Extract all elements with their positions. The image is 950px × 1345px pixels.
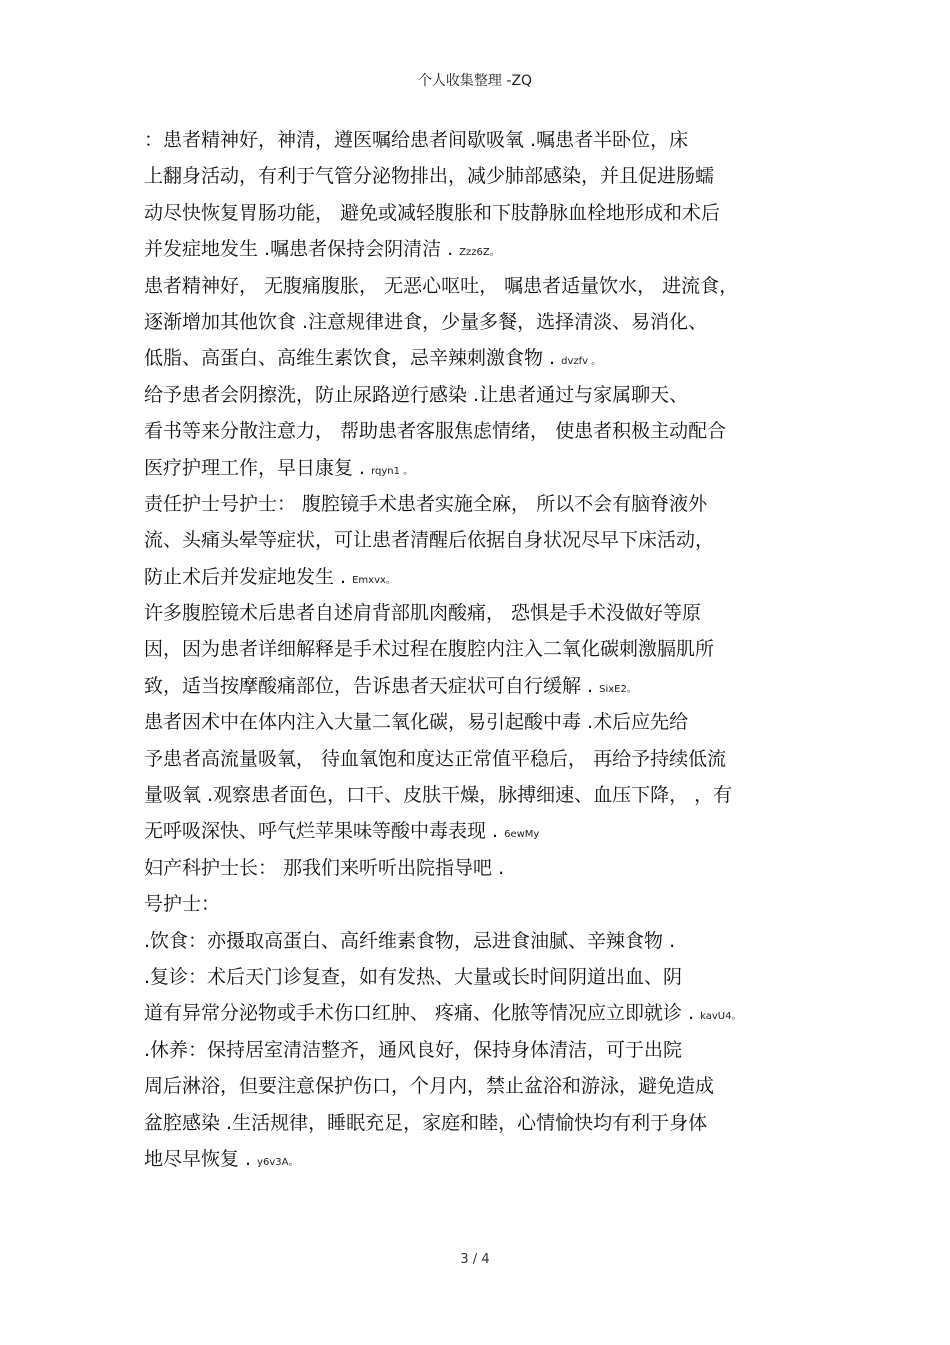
text-line [144,959,844,995]
line-text: 逐渐增加其他饮食 .注意规律进食，少量多餐，选择清淡、易消化、 [144,310,708,333]
text-line [144,231,844,267]
text-line [144,413,844,449]
line-text: 流、头痛头晕等症状，可让患者清醒后依据自身状况尽早下床活动， [144,529,715,552]
text-line [144,450,844,486]
trace-mark: dvzfv 。 [561,356,602,368]
text-line [144,595,844,631]
text-line [144,522,844,558]
trace-mark: kavU4。 [700,1011,742,1023]
text-line [144,1068,844,1104]
text-line [144,668,844,704]
line-text: 无呼吸深快、呼气烂苹果味等酸中毒表现 . [144,820,499,843]
line-text: 许多腹腔镜术后患者自述肩背部肌肉酸痛， 恐惧是手术没做好等原 [144,602,702,625]
page-number: 3 / 4 [460,1252,490,1267]
text-line [144,195,844,231]
text-line [144,1105,844,1141]
text-line [144,268,844,304]
text-line [144,704,844,740]
text-line [144,741,844,777]
text-line [144,850,844,886]
text-line [144,559,844,595]
text-line [144,1032,844,1068]
line-text: 致，适当按摩酸痛部位，告诉患者天症状可自行缓解 . [144,674,594,697]
trace-mark: Zzz6Z。 [459,247,500,259]
trace-mark: rqyn1 。 [371,465,414,477]
line-text: 周后淋浴，但要注意保护伤口，个月内，禁止盆浴和游泳，避免造成 [144,1075,715,1098]
text-line [144,304,844,340]
line-text: ：患者精神好，神清，遵医嘱给患者间歇吸氧 .嘱患者半卧位，床 [144,129,689,151]
line-text: 责任护士号护士： 腹腔镜手术患者实施全麻， 所以不会有脑脊液外 [144,492,708,515]
text-line [144,995,844,1031]
text-line [144,377,844,413]
text-line [144,886,844,922]
text-line [144,777,844,813]
text-line [144,923,844,959]
line-text: 低脂、高蛋白、高维生素饮食，忌辛辣刺激食物 . [144,347,556,370]
line-text: 妇产科护士长： 那我们来听听出院指导吧 . [144,856,505,879]
line-text: .复诊：术后天门诊复查，如有发热、大量或长时间阴道出血、阴 [144,965,683,988]
line-text: 动尽快恢复胃肠功能， 避免或减轻腹胀和下肢静脉血栓地形成和术后 [144,201,721,224]
line-text: 防止术后并发症地发生 . [144,565,347,588]
line-text: 医疗护理工作，早日康复 . [144,456,366,479]
text-line [144,122,844,158]
line-text: 号护士： [144,893,221,916]
line-text: 量吸氧 .观察患者面色，口干、皮肤干燥，脉搏细速、血压下降， ，有 [144,784,733,807]
page-header: 个人收集整理 -ZQ [417,73,533,89]
text-line [144,1141,844,1177]
text-line [144,813,844,849]
line-text: 予患者高流量吸氧， 待血氧饱和度达正常值平稳后， 再给予持续低流 [144,747,727,770]
trace-mark: SixE2。 [599,683,637,695]
line-text: 因，因为患者详细解释是手术过程在腹腔内注入二氧化碳刺激膈肌所 [144,638,715,661]
line-text: 给予患者会阴擦洗，防止尿路逆行感染 .让患者通过与家属聊天、 [144,383,689,406]
line-text: 道有异常分泌物或手术伤口红肿、 疼痛、化脓等情况应立即就诊 . [144,1002,695,1025]
line-text: 地尽早恢复 . [144,1147,252,1170]
text-line [144,340,844,376]
line-text: .休养：保持居室清洁整齐，通风良好，保持身体清洁，可于出院 [144,1038,683,1061]
trace-mark: Emxvx。 [352,574,396,586]
line-text: 盆腔感染 .生活规律，睡眠充足，家庭和睦，心情愉快均有利于身体 [144,1111,708,1134]
trace-mark: 6ewMy [504,829,540,841]
line-text: .饮食：亦摄取高蛋白、高纤维素食物，忌进食油腻、辛辣食物 . [144,929,676,952]
text-line [144,631,844,667]
line-text: 看书等来分散注意力， 帮助患者客服焦虑情绪， 使患者积极主动配合 [144,420,727,443]
text-line [144,486,844,522]
text-line [144,158,844,194]
document-body [144,122,844,1177]
line-text: 并发症地发生 .嘱患者保持会阴清洁 . [144,238,454,261]
trace-mark: y6v3A。 [257,1156,299,1168]
line-text: 患者因术中在体内注入大量二氧化碳，易引起酸中毒 .术后应先给 [144,711,689,734]
line-text: 上翻身活动，有利于气管分泌物排出，减少肺部感染，并且促进肠蠕 [144,165,715,188]
line-text: 患者精神好， 无腹痛腹胀， 无恶心呕吐， 嘱患者适量饮水， 进流食， [144,274,739,297]
